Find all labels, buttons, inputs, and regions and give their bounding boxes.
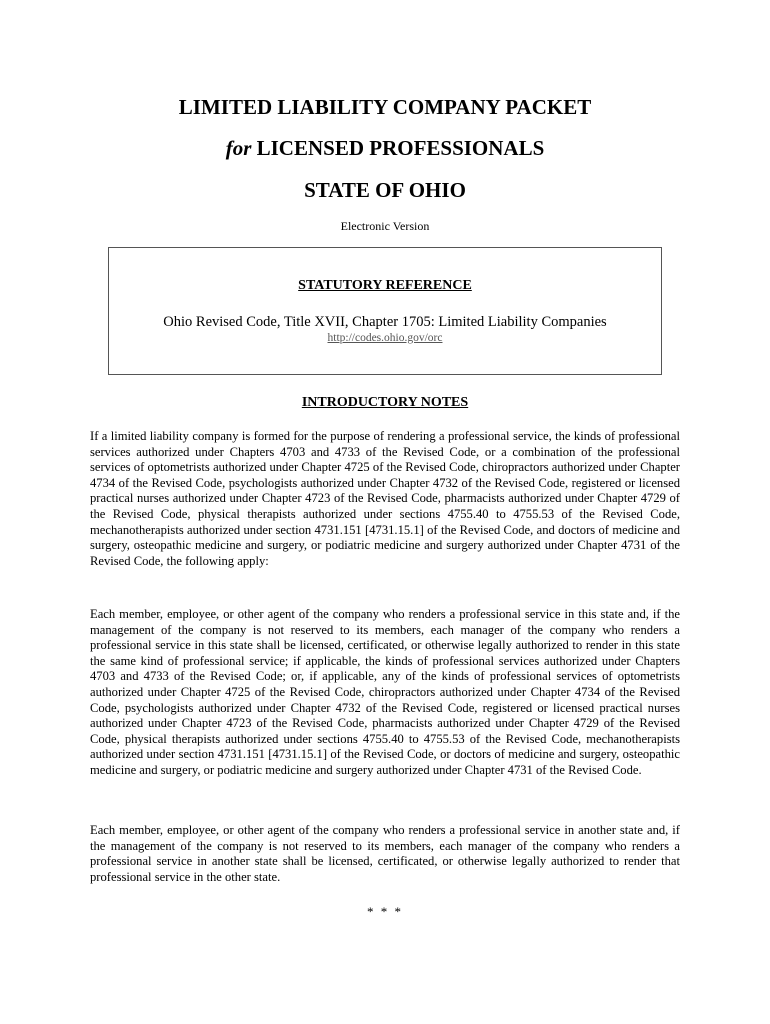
subtitle-rest: LICENSED PROFESSIONALS xyxy=(251,136,545,160)
intro-paragraph-2: Each member, employee, or other agent of the company who renders a professional service in this state and, if the management of the company is not reserved to its members, each manager of the company who renders a professional service in this state shall be licensed, certificated, or otherwise legally authorized to render in this state the same kind of professional service; if applicable, the kinds of professional services authorized under Chapters 4703 and 4733 of the Revised Code; or, if applicable, any of the kinds of professional services of optometrists authorized under Chapter 4725 of the Revised Code, chiropractors authorized under Chapter 4734 of the Revised Code, psychologists authorized under Chapter 4732 of the Revised Code, registered or licensed practical nurses authorized under Chapter 4723 of the Revised Code, pharmacists authorized under Chapter 4729 of the Revised Code, physical therapists authorized under sections 4755.40 to 4755.53 of the Revised Code, mechanotherapists authorized under section 4731.151 [4731.15.1] of the Revised Code, or doctors of medicine and surgery, osteopathic medicine and surgery, or podiatric medicine and surgery authorized under Chapter 4731 of the Revised Code. xyxy=(90,607,680,777)
section-end-mark: * * * xyxy=(367,904,403,919)
intro-paragraph-3: Each member, employee, or other agent of the company who renders a professional service in another state and, if the management of the company is not reserved to its members, each manager of the company who renders a professional service in another state shall be licensed, certificated, or otherwise legally authorized to render that professional service in the other state. xyxy=(90,823,680,884)
introductory-notes-heading: INTRODUCTORY NOTES xyxy=(301,395,469,410)
version-label: Electronic Version xyxy=(340,219,430,233)
intro-paragraph-1: If a limited liability company is formed for the purpose of rendering a professional service, the kinds of professional services authorized under Chapters 4703 and 4733 of the Revised Code, or a combination of the professional services of optometrists authorized under Chapter 4725 of the Revised Code, chiropractors authorized under Chapter 4734 of the Revised Code, psychologists authorized under Chapter 4732 of the Revised Code, registered or licensed practical nurses authorized under Chapter 4723 of the Revised Code, pharmacists authorized under Chapter 4729 of the Revised Code, physical therapists authorized under sections 4755.40 to 4755.53 of the Revised Code, mechanotherapists authorized under section 4731.151 [4731.15.1] of the Revised Code, and doctors of medicine and surgery, osteopathic medicine and surgery, or podiatric medicine and surgery authorized under Chapter 4731 of the Revised Code, the following apply: xyxy=(90,429,680,568)
subtitle-for-word: for xyxy=(225,136,252,160)
document-subtitle xyxy=(0,135,770,161)
statutory-reference-text: Ohio Revised Code, Title XVII, Chapter 1705: Limited Liability Companies xyxy=(163,314,607,330)
statutory-reference-link[interactable]: http://codes.ohio.gov/orc xyxy=(327,332,443,344)
statutory-reference-box xyxy=(108,247,662,375)
statutory-reference-heading: STATUTORY REFERENCE xyxy=(298,278,472,293)
document-state-title: STATE OF OHIO xyxy=(304,178,466,202)
document-title: LIMITED LIABILITY COMPANY PACKET xyxy=(178,95,592,119)
